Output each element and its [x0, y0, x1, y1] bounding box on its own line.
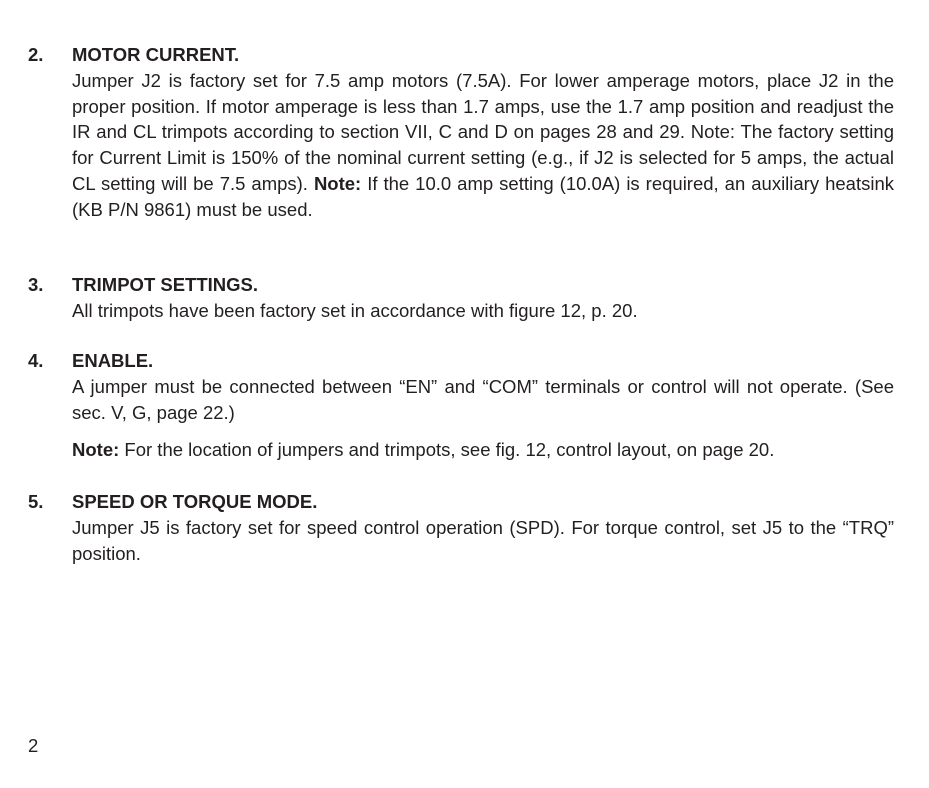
section-number: 3. [28, 274, 44, 295]
body-text: If the 10.0 amp setting (10.0A) is required, an auxiliary heatsink (KB P/N 9861) must be used. [72, 172, 894, 220]
section-heading: SPEED OR TORQUE MODE. [72, 491, 318, 512]
section-number: 4. [28, 350, 44, 371]
section-heading: TRIMPOT SETTINGS. [72, 274, 259, 295]
section-body: Jumper J5 is factory set for speed control operation (SPD). For torque control, set J5 to the “TRQ” position. [72, 516, 894, 564]
section-number: 2. [28, 44, 44, 65]
section-number: 5. [28, 491, 44, 512]
section-heading: ENABLE. [72, 350, 154, 371]
section-body: A jumper must be connected between “EN” and “COM” terminals or control will not operate. (See sec. V, G, page 22.) [72, 375, 894, 423]
section-trimpot-settings [28, 272, 900, 324]
section-body: All trimpots have been factory set in accordance with figure 12, p. 20. [72, 299, 638, 321]
section-content [72, 272, 894, 324]
section-speed-torque-mode [28, 489, 900, 566]
section-note [72, 437, 894, 463]
section-enable [28, 348, 900, 463]
section-content [72, 348, 894, 463]
section-content [72, 42, 894, 223]
body-text: Jumper J2 is factory set for 7.5 amp motors (7.5A). For lower amperage motors, place J2 in the proper position. If motor amperage is less than 1.7 amps, use the 1.7 amp position and readjust the IR and CL trimpots according to section VII, C and D on pages 28 and 29. Note: The factory setting for Current Limit is 150% of the nominal current setting (e.g., if J2 is selected for 5 amps, the actual CL setting will be 7.5 amps). [72, 69, 894, 194]
section-content [72, 489, 894, 566]
note-text: For the location of jumpers and trimpots, see fig. 12, control layout, on page 20. [119, 439, 775, 461]
section-body [72, 68, 894, 223]
note-label: Note: [313, 172, 362, 194]
note-label: Note: [72, 439, 120, 461]
section-motor-current [28, 42, 900, 223]
section-heading: MOTOR CURRENT. [72, 44, 240, 65]
page-number: 2 [28, 735, 39, 756]
